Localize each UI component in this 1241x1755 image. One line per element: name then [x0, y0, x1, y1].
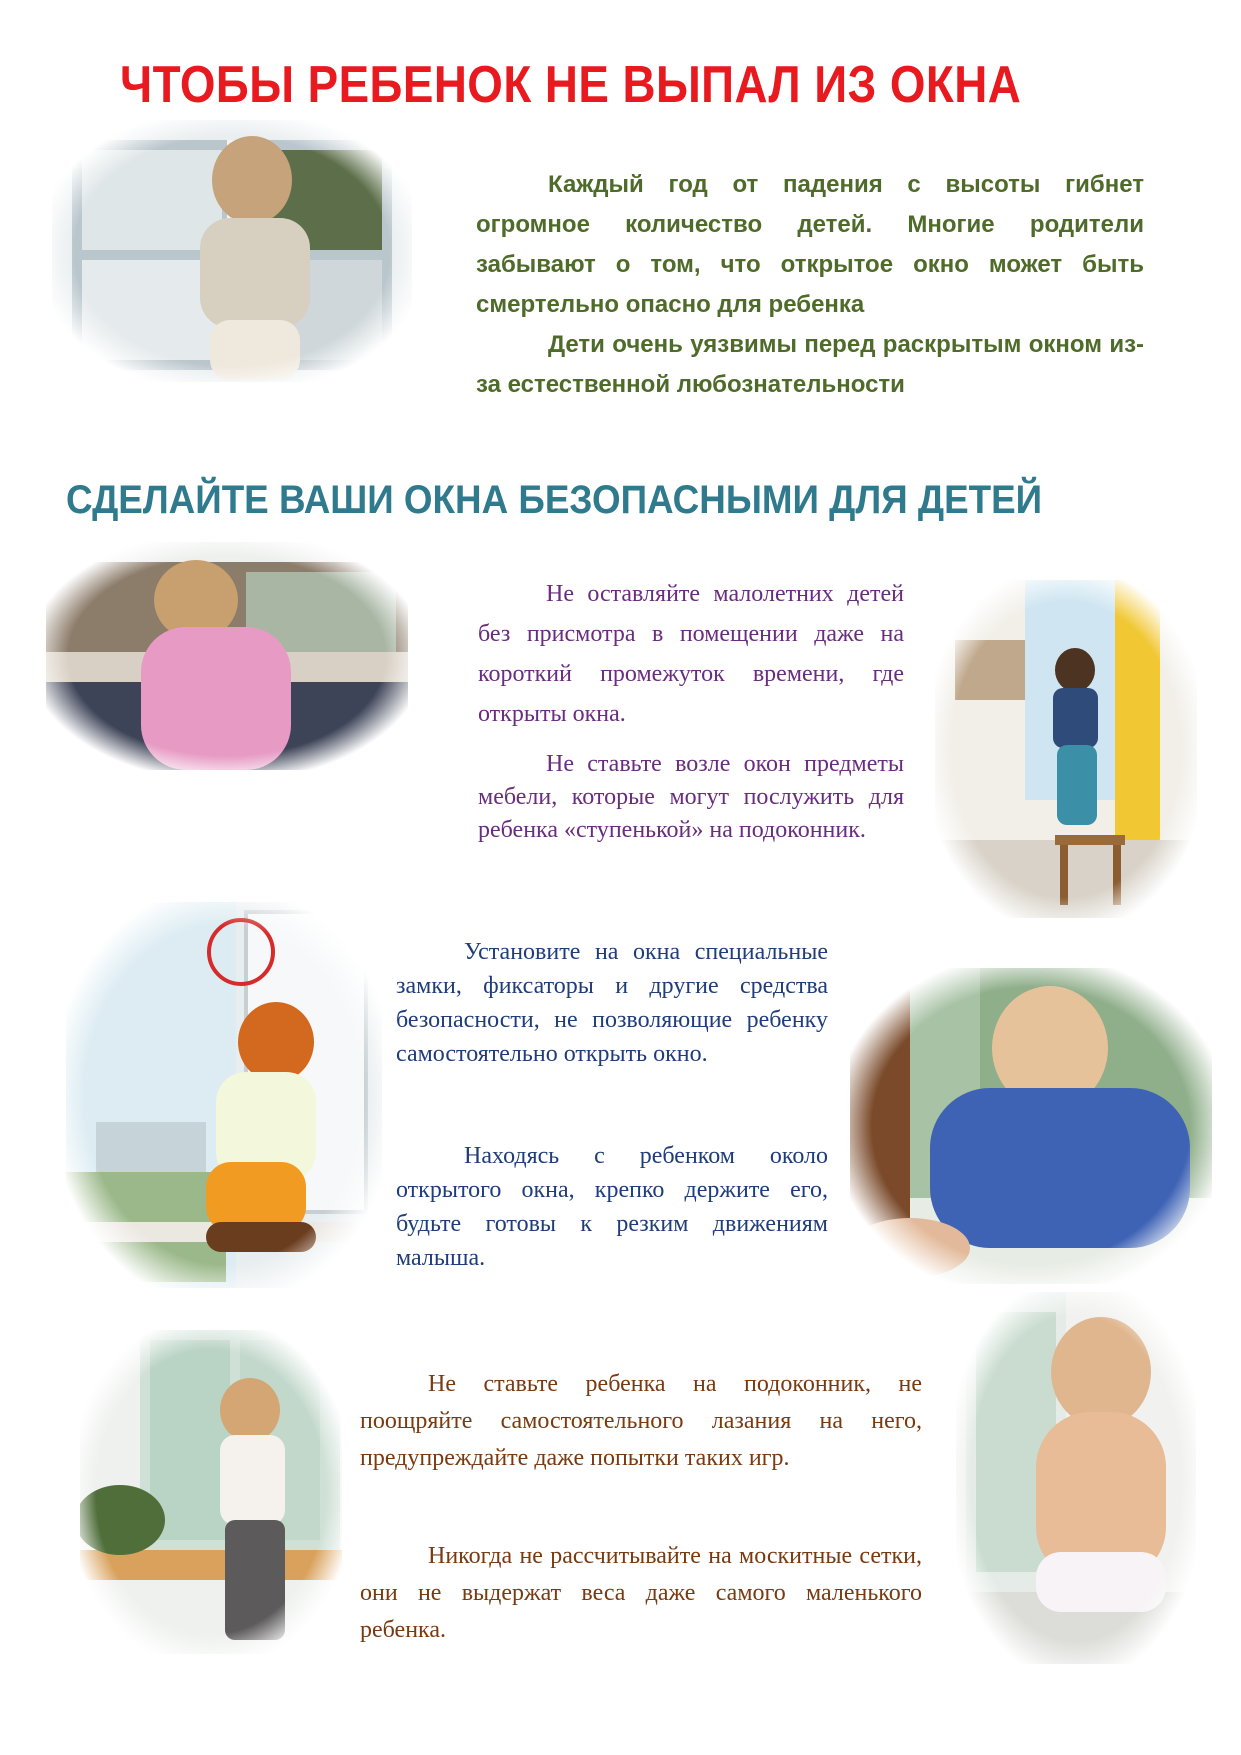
photo-girl-pink: [46, 542, 408, 770]
tip-3-text: Установите на окна специальные замки, фиксаторы и другие средства безопасности, не позволяющие ребенку самостоятельно открыть окно.: [396, 939, 828, 1067]
page-title: ЧТОБЫ РЕБЕНОК НЕ ВЫПАЛ ИЗ ОКНА: [120, 56, 1022, 114]
photo-baby-diaper: [956, 1292, 1196, 1664]
section-title: СДЕЛАЙТЕ ВАШИ ОКНА БЕЗОПАСНЫМИ ДЛЯ ДЕТЕЙ: [66, 478, 1043, 522]
intro-paragraph-2: Дети очень уязвимы перед раскрытым окном из-за естественной любознательности: [476, 331, 1144, 398]
tip-2-text: Не ставьте возле окон предметы мебели, которые могут послужить для ребенка «ступенькой» на подоконник.: [478, 751, 904, 843]
photo-baby-blue: [850, 968, 1212, 1284]
intro-text: [476, 165, 1144, 405]
tip-1: [478, 574, 904, 734]
tip-4: [396, 1139, 828, 1275]
intro-paragraph-1: Каждый год от падения с высоты гибнет огромное количество детей. Многие родители забывают о том, что открытое окно может быть смертельно опасно для ребенка: [476, 171, 1144, 318]
tip-6: [360, 1538, 922, 1649]
photo-boy-standing: [80, 1330, 342, 1654]
tip-6-text: Никогда не рассчитывайте на москитные сетки, они не выдержат веса даже самого маленького ребенка.: [360, 1543, 922, 1643]
tip-1-text: Не оставляйте малолетних детей без присмотра в помещении даже на короткий промежуток времени, где открыты окна.: [478, 581, 904, 727]
photo-girl-climbing: [935, 580, 1197, 918]
photo-boy-window-lock: [66, 902, 382, 1288]
tip-5-text: Не ставьте ребенка на подоконник, не поощряйте самостоятельного лазания на него, предупреждайте даже попытки таких игр.: [360, 1371, 922, 1471]
tip-2: [478, 748, 904, 847]
tip-3: [396, 935, 828, 1071]
tip-4-text: Находясь с ребенком около открытого окна, крепко держите его, будьте готовы к резким движениям малыша.: [396, 1143, 828, 1271]
tip-5: [360, 1366, 922, 1477]
photo-child-at-window: [52, 120, 412, 382]
